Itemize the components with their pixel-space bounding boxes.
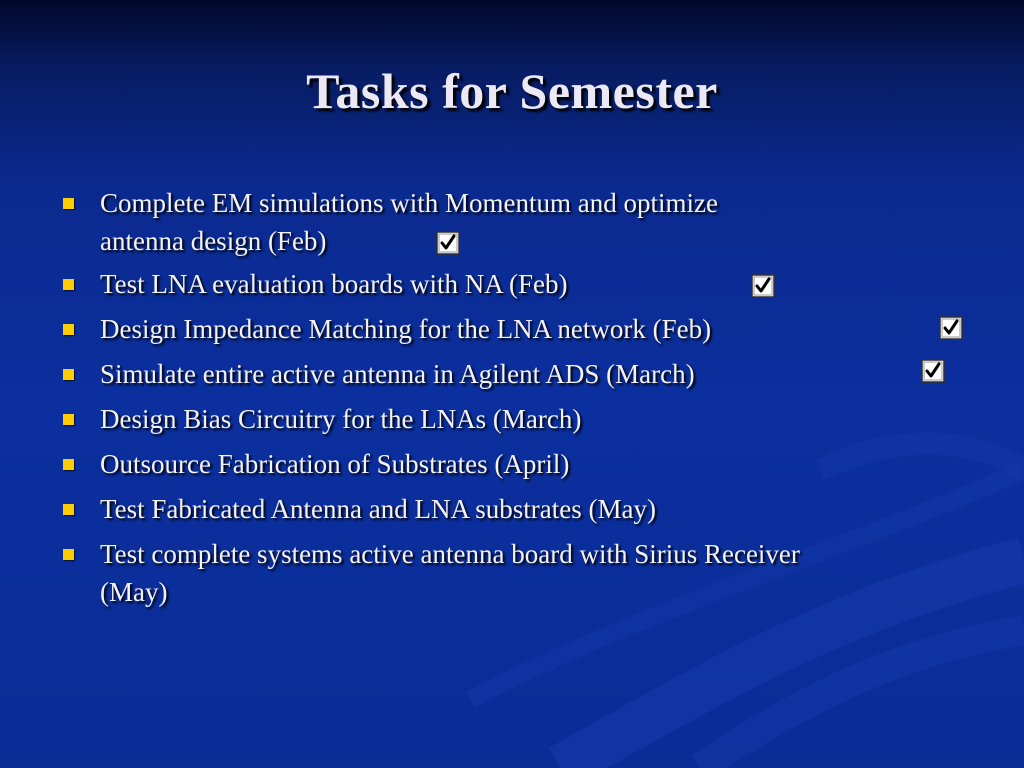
task-text: Outsource Fabrication of Substrates (April) — [100, 449, 570, 479]
task-text-line-2: (May) — [100, 577, 168, 607]
task-item-em-simulations — [100, 184, 980, 260]
square-bullet — [63, 414, 74, 425]
square-bullet — [63, 459, 74, 470]
task-text-line-1: Test complete systems active antenna board with Sirius Receiver — [100, 539, 800, 569]
task-text-line-1: Complete EM simulations with Momentum and optimize — [100, 188, 718, 218]
square-bullet — [63, 549, 74, 560]
square-bullet — [63, 324, 74, 335]
square-bullet — [63, 504, 74, 515]
task-item-simulate-antenna — [100, 355, 980, 393]
slide-title: Tasks for Semester — [306, 63, 718, 119]
checkbox-checked-icon — [436, 231, 460, 255]
task-text: Test LNA evaluation boards with NA (Feb) — [100, 269, 568, 299]
checkbox-checked-icon — [939, 316, 963, 340]
task-item-impedance-matching — [100, 310, 980, 348]
square-bullet — [63, 369, 74, 380]
task-text: Design Impedance Matching for the LNA network (Feb) — [100, 314, 712, 344]
task-item-test-lna-boards — [100, 265, 980, 303]
task-item-bias-circuitry — [100, 400, 980, 438]
task-text: Test Fabricated Antenna and LNA substrates (May) — [100, 494, 656, 524]
checkbox-checked-icon — [751, 274, 775, 298]
task-item-outsource-fabrication — [100, 445, 980, 483]
task-text-line-2: antenna design (Feb) — [100, 226, 327, 256]
checkbox-checked-icon — [921, 359, 945, 383]
task-text: Design Bias Circuitry for the LNAs (March) — [100, 404, 582, 434]
task-item-test-fabricated — [100, 490, 980, 528]
task-item-test-complete-system — [100, 535, 980, 611]
square-bullet — [63, 279, 74, 290]
square-bullet — [63, 198, 74, 209]
task-text: Simulate entire active antenna in Agilent ADS (March) — [100, 359, 695, 389]
